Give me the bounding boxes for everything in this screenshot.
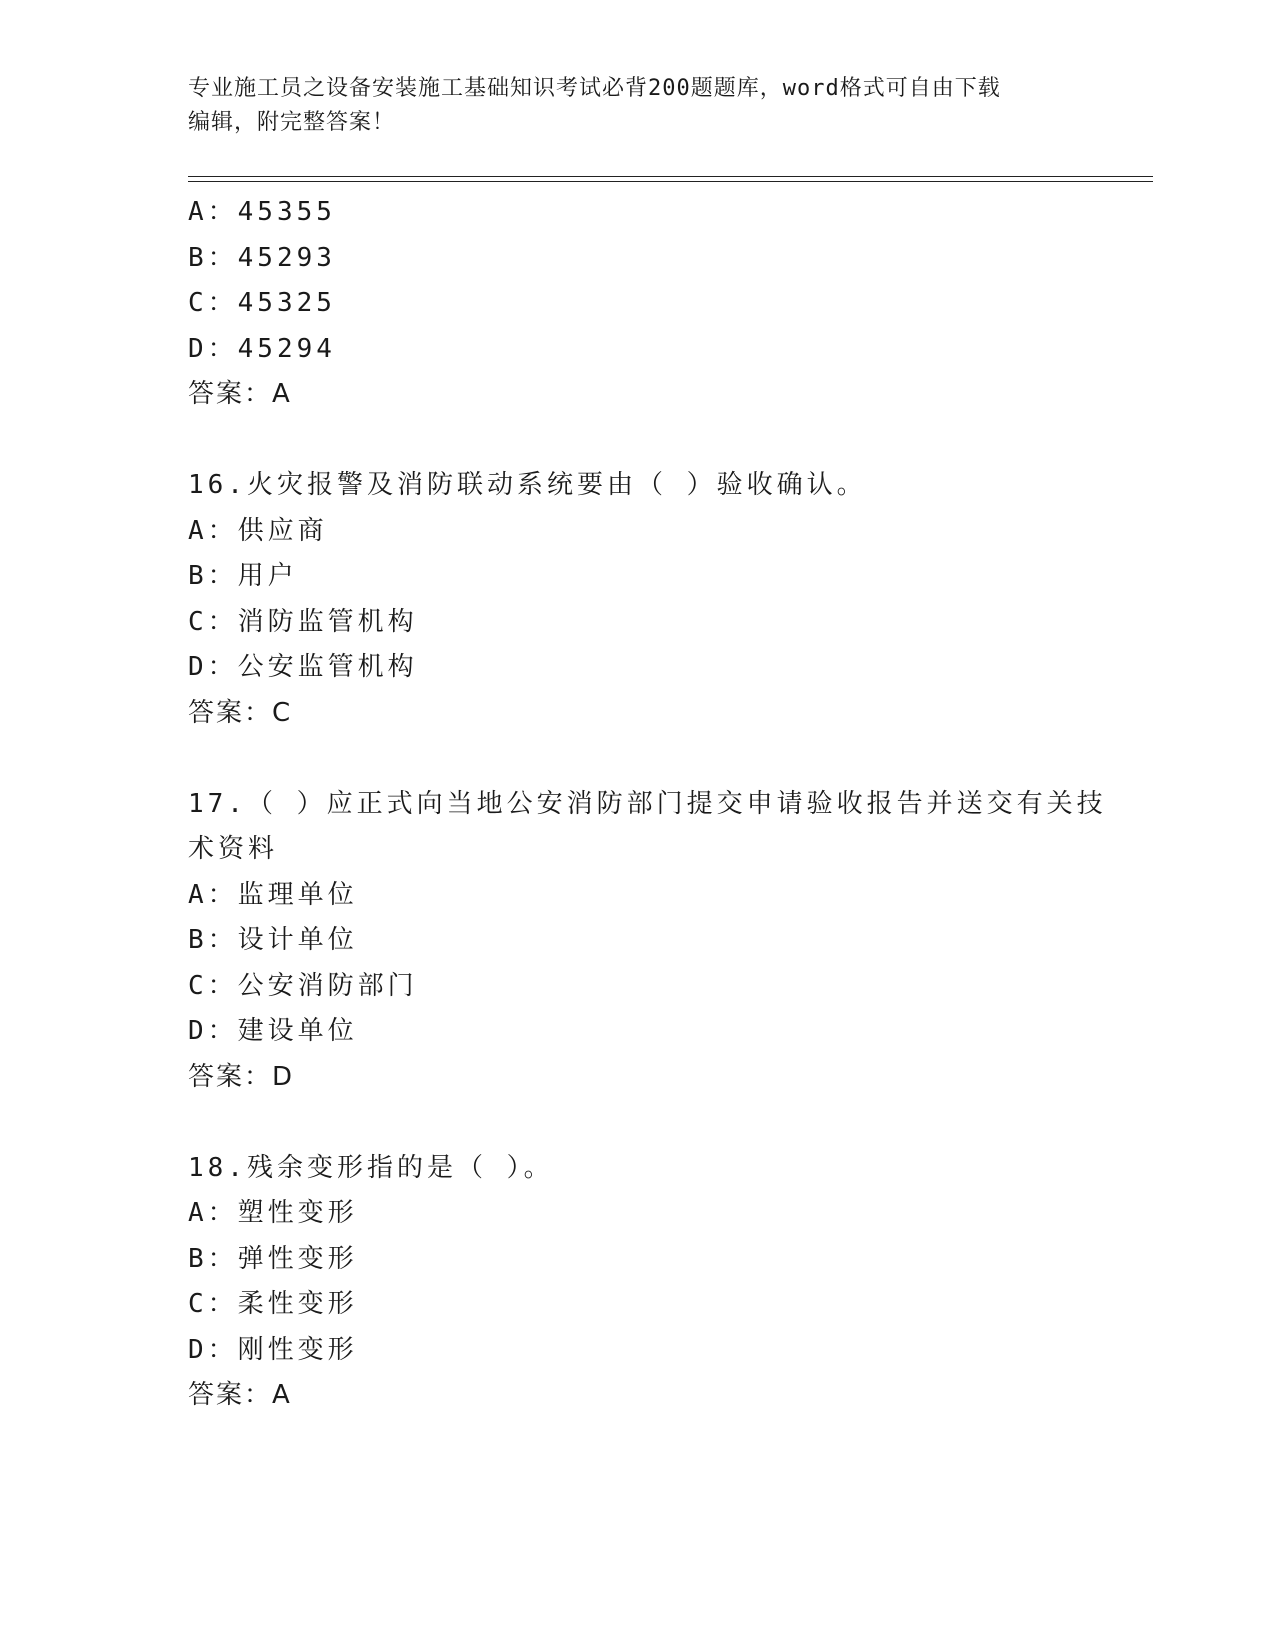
question-15-answer: 答案：A xyxy=(188,379,292,409)
question-content xyxy=(188,190,1148,1419)
question-17-block xyxy=(188,782,1148,1101)
header-divider-top xyxy=(188,176,1153,177)
question-15-block xyxy=(188,190,1148,418)
question-18-option-b: B：弹性变形 xyxy=(188,1243,358,1274)
question-18-option-a: A：塑性变形 xyxy=(188,1198,358,1228)
question-17-option-c: C：公安消防部门 xyxy=(188,970,418,1001)
question-16-answer: 答案：C xyxy=(188,697,293,728)
question-15-option-b: B：45293 xyxy=(188,242,336,273)
question-16-option-d: D：公安监管机构 xyxy=(188,652,418,682)
question-18-stem: 18.残余变形指的是（ ）。 xyxy=(188,1152,554,1183)
question-15-option-a: A：45355 xyxy=(188,197,336,227)
question-16-option-b: B：用户 xyxy=(188,561,298,591)
spacer xyxy=(188,736,1148,782)
question-16-option-a: A：供应商 xyxy=(188,515,328,546)
question-15-option-c: C：45325 xyxy=(188,288,336,318)
question-17-option-b: B：设计单位 xyxy=(188,925,358,955)
header-title-line-1: 专业施工员之设备安装施工基础知识考试必背200题题库，word格式可自由下载 xyxy=(188,76,1001,101)
question-18-option-c: C：柔性变形 xyxy=(188,1289,358,1319)
question-17-stem-line-2: 术资料 xyxy=(188,834,279,864)
question-16-block xyxy=(188,463,1148,736)
question-16-option-c: C：消防监管机构 xyxy=(188,606,418,637)
question-17-answer: 答案：D xyxy=(188,1061,295,1092)
question-17-stem-line-1: 17.（ ）应正式向当地公安消防部门提交申请验收报告并送交有关技 xyxy=(188,788,1107,819)
header-divider-bottom xyxy=(188,181,1153,182)
document-header xyxy=(188,72,1088,140)
question-15-option-d: D：45294 xyxy=(188,333,336,364)
spacer xyxy=(188,1100,1148,1146)
question-18-block xyxy=(188,1146,1148,1419)
question-18-option-d: D：刚性变形 xyxy=(188,1334,358,1365)
question-17-option-a: A：监理单位 xyxy=(188,879,358,910)
header-title-line-2: 编辑，附完整答案！ xyxy=(188,110,396,135)
question-16-stem: 16.火灾报警及消防联动系统要由（ ）验收确认。 xyxy=(188,470,867,500)
question-17-option-d: D：建设单位 xyxy=(188,1016,358,1046)
question-18-answer: 答案：A xyxy=(188,1380,292,1410)
spacer xyxy=(188,418,1148,464)
